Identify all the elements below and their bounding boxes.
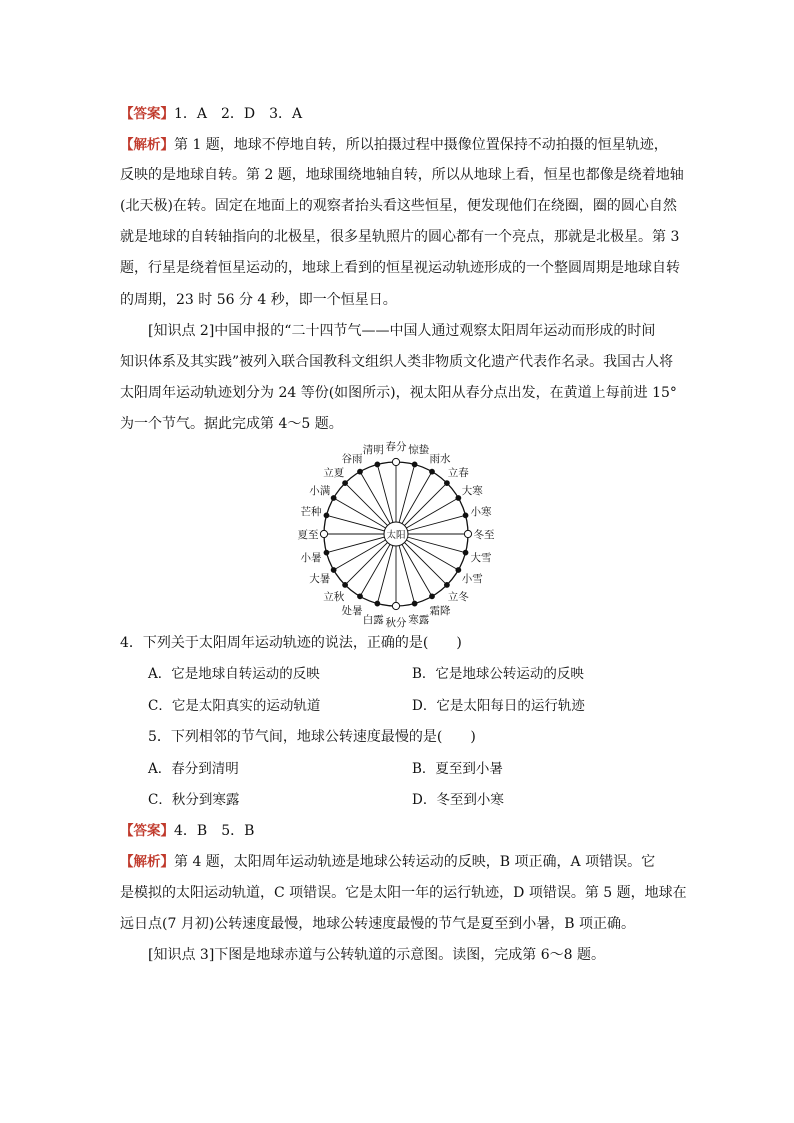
analysis-tag: 【解析】: [120, 854, 174, 870]
question-5-option-a: A．春分到清明: [148, 761, 239, 777]
term-marker: [412, 601, 417, 606]
term-label: 冬至: [473, 529, 495, 541]
question-4-option-c: C．它是太阳真实的运动轨道: [148, 698, 321, 714]
sun-label: 太阳: [386, 530, 406, 541]
term-label: 谷雨: [341, 452, 363, 465]
question-4-stem: 4．下列关于太阳周年运动轨迹的说法，正确的是( ): [120, 635, 462, 651]
analysis-1-line-4: 就是地球的自转轴指向的北极星，很多星轨照片的圆心都有一个亮点，那就是北极星。第 3: [120, 229, 680, 245]
term-label: 清明: [362, 443, 384, 456]
analysis-1-line-6: 的周期，23 时 56 分 4 秒，即一个恒星日。: [120, 292, 397, 308]
solar-terms-diagram: [290, 438, 500, 628]
term-label: 夏至: [297, 529, 319, 541]
term-label: 立秋: [323, 591, 345, 604]
term-label: 小雪: [461, 573, 483, 585]
question-4-option-d: D．它是太阳每日的运行轨迹: [412, 698, 585, 714]
answer-2: [120, 821, 254, 841]
solar-terms-svg: [290, 438, 500, 628]
term-label: 小满: [309, 485, 331, 497]
term-label: 霜降: [429, 605, 451, 618]
analysis-2-line-2: 是模拟的太阳运动轨道，C 项错误。它是太阳一年的运行轨迹，D 项错误。第 5 题，地球在: [120, 885, 687, 901]
analysis-text: 第 4 题，太阳周年运动轨迹是地球公转运动的反映，B 项正确，A 项错误。它: [174, 854, 656, 870]
term-marker: [463, 550, 468, 555]
term-marker: [430, 469, 435, 474]
term-label: 惊蛰: [408, 443, 430, 456]
term-label: 立春: [447, 466, 469, 479]
knowledge-2-line-3: 太阳周年运动轨迹划分为 24 等份(如图所示)，视太阳从春分点出发，在黄道上每前进 15°: [120, 385, 677, 401]
knowledge-3: [知识点 3]下图是地球赤道与公转轨道的示意图。读图，完成第 6～8 题。: [148, 947, 605, 963]
question-5-option-b: B．夏至到小暑: [412, 761, 503, 777]
term-label: 处暑: [341, 605, 363, 618]
term-label: 白露: [362, 614, 384, 627]
answer-1: [120, 104, 302, 124]
question-5-option-c: C．秋分到寒露: [148, 792, 240, 808]
term-marker: [331, 496, 336, 501]
term-marker: [343, 481, 348, 486]
term-label: 小暑: [300, 551, 322, 564]
term-label: 大寒: [461, 485, 483, 497]
term-label: 大雪: [470, 551, 492, 564]
term-label: 立夏: [323, 466, 345, 479]
term-marker: [375, 601, 380, 606]
analysis-text: 第 1 题，地球不停地自转，所以拍摄过程中摄像位置保持不动拍摄的恒星轨迹，: [174, 137, 668, 153]
major-term-marker: [392, 602, 399, 609]
term-marker: [430, 594, 435, 599]
analysis-1-line-3: (北天极)在转。固定在地面上的观察者抬头看这些恒星，便发现他们在绕圈，圈的圆心自然: [120, 198, 677, 214]
major-term-marker: [392, 458, 399, 465]
analysis-tag: 【解析】: [120, 137, 174, 153]
analysis-2-line-3: 远日点(7 月初)公转速度最慢，地球公转速度最慢的节气是夏至到小暑，B 项正确。: [120, 916, 636, 932]
term-label: 小寒: [470, 506, 492, 519]
question-5-option-d: D．冬至到小寒: [412, 792, 504, 808]
question-4-option-b: B．它是地球公转运动的反映: [412, 666, 584, 682]
term-label: 秋分: [385, 617, 407, 628]
term-label: 大暑: [309, 573, 331, 585]
answer-tag: 【答案】: [120, 823, 174, 839]
answer-tag: 【答案】: [120, 106, 174, 122]
knowledge-2-line-2: 知识体系及其实践”被列入联合国教科文组织人类非物质文化遗产代表作名录。我国古人将: [120, 354, 674, 370]
term-marker: [358, 594, 363, 599]
question-4-option-a: A．它是地球自转运动的反映: [148, 666, 320, 682]
question-5-stem: 5．下列相邻的节气间，地球公转速度最慢的是( ): [148, 729, 476, 745]
term-label: 寒露: [408, 614, 430, 627]
term-marker: [412, 462, 417, 467]
term-label: 雨水: [429, 452, 451, 465]
term-marker: [331, 568, 336, 573]
term-label: 春分: [385, 441, 407, 453]
term-label: 芒种: [300, 506, 322, 519]
term-marker: [324, 550, 329, 555]
analysis-1-line-5: 题，行星是绕着恒星运动的，地球上看到的恒星视运动轨迹形成的一个整圆周期是地球自转: [120, 260, 680, 276]
answer-text: 4．B 5．B: [174, 823, 255, 839]
term-marker: [375, 462, 380, 467]
answer-text: 1．A 2．D 3．A: [174, 106, 303, 122]
analysis-1-line-2: 反映的是地球自转。第 2 题，地球围绕地轴自转，所以从地球上看，恒星也都像是绕着地轴: [120, 167, 684, 183]
term-marker: [445, 583, 450, 588]
major-term-marker: [464, 530, 471, 537]
term-marker: [445, 481, 450, 486]
term-marker: [456, 568, 461, 573]
analysis-1-line-1: [120, 135, 668, 155]
term-marker: [456, 496, 461, 501]
major-term-marker: [320, 530, 327, 537]
analysis-2-line-1: [120, 852, 655, 872]
knowledge-2-line-1: [知识点 2]中国申报的“二十四节气——中国人通过观察太阳周年运动而形成的时间: [148, 323, 656, 339]
knowledge-2-line-4: 为一个节气。据此完成第 4～5 题。: [120, 416, 343, 432]
term-marker: [358, 469, 363, 474]
term-marker: [343, 583, 348, 588]
term-marker: [324, 513, 329, 518]
term-marker: [463, 513, 468, 518]
term-label: 立冬: [447, 591, 469, 604]
